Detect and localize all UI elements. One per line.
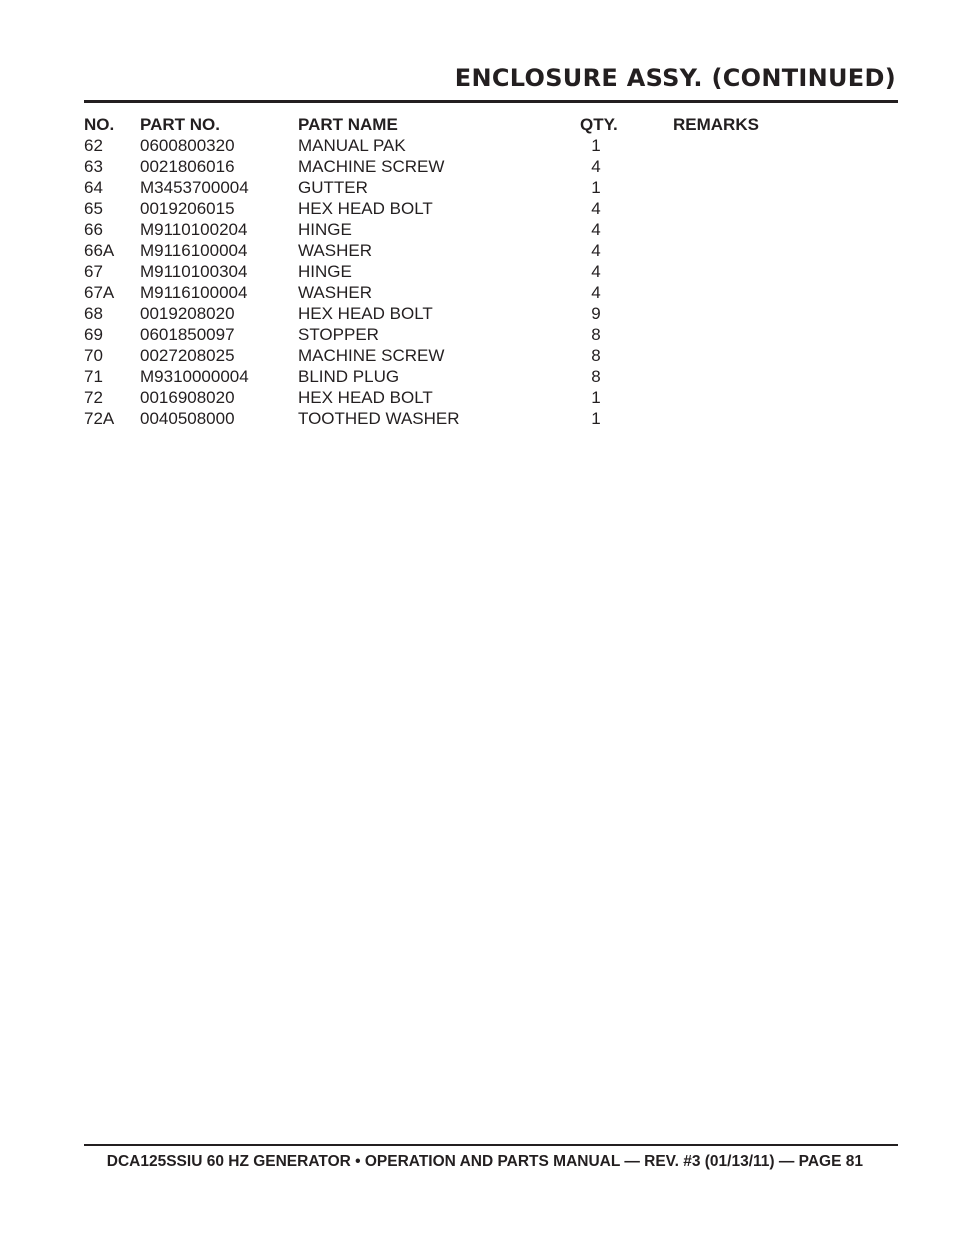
table-body: [84, 135, 898, 429]
row-no: 65: [84, 199, 103, 218]
row-part-no: M9116100004: [140, 241, 248, 260]
row-qty: 1: [591, 409, 601, 428]
row-no: 67: [84, 262, 103, 281]
row-no: 70: [84, 346, 103, 365]
table-row: [84, 198, 898, 219]
row-qty: 8: [591, 325, 601, 344]
row-part-no: M3453700004: [140, 178, 249, 197]
table-row: [84, 387, 898, 408]
row-part-name: GUTTER: [298, 178, 368, 197]
row-qty: 9: [591, 304, 601, 323]
row-part-no: 0016908020: [140, 388, 235, 407]
row-part-name: WASHER: [298, 241, 372, 260]
row-part-no: 0021806016: [140, 157, 235, 176]
row-part-name: WASHER: [298, 283, 372, 302]
row-no: 67A: [84, 283, 115, 302]
row-no: 72: [84, 388, 103, 407]
row-part-name: HINGE: [298, 262, 352, 281]
row-part-name: HEX HEAD BOLT: [298, 304, 433, 323]
row-qty: 4: [591, 262, 601, 281]
row-part-no: 0019206015: [140, 199, 235, 218]
row-part-name: BLIND PLUG: [298, 367, 400, 386]
row-no: 63: [84, 157, 103, 176]
header-no: NO.: [84, 115, 115, 134]
row-part-no: 0027208025: [140, 346, 235, 365]
row-no: 66A: [84, 241, 115, 260]
row-part-name: TOOTHED WASHER: [298, 409, 460, 428]
row-qty: 4: [591, 283, 601, 302]
table-row: [84, 408, 898, 429]
row-no: 68: [84, 304, 103, 323]
row-part-no: 0019208020: [140, 304, 235, 323]
row-part-name: HINGE: [298, 220, 352, 239]
row-qty: 4: [591, 199, 601, 218]
row-qty: 8: [591, 346, 601, 365]
row-qty: 4: [591, 157, 601, 176]
footer-divider: [84, 1144, 898, 1146]
header-qty: QTY.: [580, 115, 618, 134]
table-row: [84, 282, 898, 303]
row-part-no: 0600800320: [140, 136, 235, 155]
table-header-row: [84, 114, 898, 135]
row-no: 62: [84, 136, 103, 155]
table-row: [84, 240, 898, 261]
row-part-name: STOPPER: [298, 325, 379, 344]
table-row: [84, 156, 898, 177]
title-divider: [84, 100, 898, 103]
page-footer: DCA125SSIU 60 HZ GENERATOR • OPERATION AND PARTS MANUAL — REV. #3 (01/13/11) — PAGE 81: [106, 1153, 863, 1170]
parts-table: [84, 114, 898, 429]
row-no: 64: [84, 178, 103, 197]
row-part-no: M9110100304: [140, 262, 248, 281]
row-no: 69: [84, 325, 103, 344]
row-qty: 4: [591, 241, 601, 260]
row-part-name: HEX HEAD BOLT: [298, 388, 433, 407]
row-part-name: HEX HEAD BOLT: [298, 199, 433, 218]
header-remarks: REMARKS: [673, 115, 759, 134]
row-part-no: M9110100204: [140, 220, 248, 239]
header-part-no: PART NO.: [140, 115, 220, 134]
row-part-name: MANUAL PAK: [298, 136, 406, 155]
row-part-no: 0040508000: [140, 409, 235, 428]
row-no: 72A: [84, 409, 115, 428]
table-row: [84, 324, 898, 345]
row-qty: 1: [591, 136, 601, 155]
row-part-no: M9116100004: [140, 283, 248, 302]
row-qty: 4: [591, 220, 601, 239]
row-qty: 1: [591, 178, 601, 197]
row-part-no: 0601850097: [140, 325, 235, 344]
row-qty: 1: [591, 388, 601, 407]
table-row: [84, 261, 898, 282]
row-part-name: MACHINE SCREW: [298, 157, 445, 176]
table-row: [84, 135, 898, 156]
row-part-no: M9310000004: [140, 367, 249, 386]
row-part-name: MACHINE SCREW: [298, 346, 445, 365]
row-qty: 8: [591, 367, 601, 386]
table-row: [84, 366, 898, 387]
table-row: [84, 177, 898, 198]
table-row: [84, 219, 898, 240]
table-row: [84, 303, 898, 324]
header-part-name: PART NAME: [298, 115, 398, 134]
table-row: [84, 345, 898, 366]
page-title: ENCLOSURE ASSY. (CONTINUED): [454, 64, 896, 92]
row-no: 71: [84, 367, 103, 386]
row-no: 66: [84, 220, 103, 239]
